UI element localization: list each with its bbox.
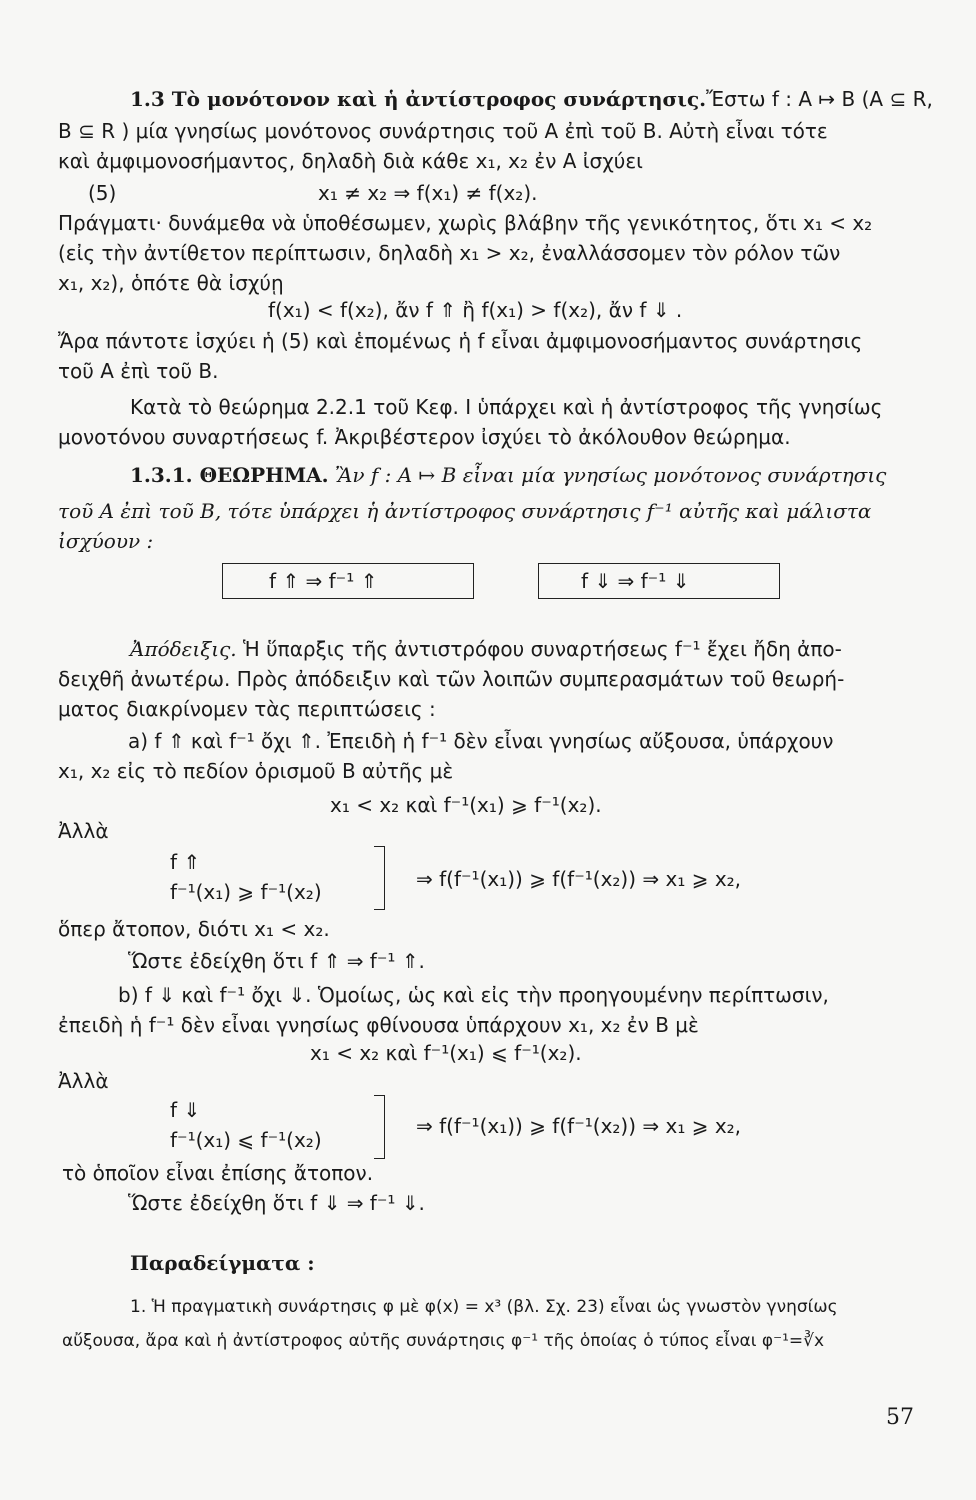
theorem-box-formula: f ⇓ ⇒ f⁻¹ ⇓ — [581, 569, 690, 593]
examples-heading: Παραδείγματα : — [130, 1251, 315, 1275]
theorem-text: ἰσχύουν : — [58, 529, 154, 553]
equation: f(x₁) < f(x₂), ἄν f ⇑ ἢ f(x₁) > f(x₂), ἄν f ⇓ . — [268, 298, 683, 322]
theorem-box — [222, 563, 474, 599]
equation: x₁ < x₂ καὶ f⁻¹(x₁) ⩾ f⁻¹(x₂). — [330, 793, 602, 817]
page-number: 57 — [886, 1405, 914, 1430]
equation: ⇒ f(f⁻¹(x₁)) ⩾ f(f⁻¹(x₂)) ⇒ x₁ ⩾ x₂, — [416, 867, 742, 891]
section-heading-line — [130, 86, 933, 112]
equation-label: (5) — [88, 181, 117, 205]
text-line: ὅπερ ἄτοπον, διότι x₁ < x₂. — [58, 917, 330, 941]
text-line: μονοτόνου συναρτήσεως f. Ἀκριβέστερον ἰσχύει τὸ ἀκόλουθον θεώρημα. — [58, 425, 791, 449]
system-line: f ⇑ — [170, 850, 201, 874]
text-line: b) f ⇓ καὶ f⁻¹ ὄχι ⇓. Ὁμοίως, ὡς καὶ εἰς τὴν προηγουμένην περίπτωσιν, — [118, 983, 829, 1007]
text-line: a) f ⇑ καὶ f⁻¹ ὄχι ⇑. Ἐπειδὴ ἡ f⁻¹ δὲν εἶναι γνησίως αὔξουσα, ὑπάρχουν — [128, 729, 834, 753]
example-line: αὔξουσα, ἄρα καὶ ἡ ἀντίστροφος αὐτῆς συνάρτησις φ⁻¹ τῆς ὁποίας ὁ τύπος εἶναι φ⁻¹=∛x — [62, 1331, 825, 1351]
text-line: Ὥστε ἐδείχθη ὅτι f ⇓ ⇒ f⁻¹ ⇓. — [128, 1191, 425, 1215]
text-line: Ἀλλὰ — [58, 1069, 109, 1093]
system-line: f⁻¹(x₁) ⩾ f⁻¹(x₂) — [170, 880, 322, 904]
theorem-text: Ἂν f : A ↦ B εἶναι μία γνησίως μονότονος συνάρτησις — [334, 463, 887, 487]
proof-label: Ἀπόδειξις. — [130, 637, 237, 661]
equation: ⇒ f(f⁻¹(x₁)) ⩾ f(f⁻¹(x₂)) ⇒ x₁ ⩾ x₂, — [416, 1114, 742, 1138]
text-line: B ⊆ R ) μία γνησίως μονότονος συνάρτησις τοῦ A ἐπὶ τοῦ B. Αὐτὴ εἶναι τότε — [58, 119, 828, 143]
right-brace — [374, 846, 385, 910]
text-line: καὶ ἀμφιμονοσήμαντος, δηλαδὴ διὰ κάθε x₁, x₂ ἐν A ἰσχύει — [58, 149, 643, 173]
proof-first-line — [130, 636, 842, 662]
text-line: Ἄρα πάντοτε ἰσχύει ἡ (5) καὶ ἑπομένως ἡ f εἶναι ἀμφιμονοσήμαντος συνάρτησις — [58, 329, 863, 353]
theorem-heading-line — [130, 462, 886, 488]
equation: x₁ ≠ x₂ ⇒ f(x₁) ≠ f(x₂). — [318, 181, 538, 205]
system-line: f⁻¹(x₁) ⩽ f⁻¹(x₂) — [170, 1128, 322, 1152]
text-line: Ὥστε ἐδείχθη ὅτι f ⇑ ⇒ f⁻¹ ⇑. — [128, 949, 425, 973]
text-line: x₁, x₂), ὁπότε θὰ ἰσχύῃ — [58, 271, 284, 295]
section-intro: Ἔστω f : A ↦ B (A ⊆ R, — [706, 87, 933, 111]
example-line: 1. Ἡ πραγματικὴ συνάρτησις φ μὲ φ(x) = x³ (βλ. Σχ. 23) εἶναι ὡς γνωστὸν γνησίως — [130, 1297, 838, 1317]
theorem-text: τοῦ A ἐπὶ τοῦ B, τότε ὑπάρχει ἡ ἀντίστροφος συνάρτησις f⁻¹ αὐτῆς καὶ μάλιστα — [58, 499, 872, 523]
theorem-box-formula: f ⇑ ⇒ f⁻¹ ⇑ — [269, 569, 378, 593]
theorem-label: 1.3.1. ΘΕΩΡΗΜΑ. — [130, 463, 329, 487]
proof-text: Ἡ ὕπαρξις τῆς ἀντιστρόφου συναρτήσεως f⁻¹ ἔχει ἤδη ἀπο- — [243, 637, 842, 661]
text-line: δειχθῆ ἀνωτέρω. Πρὸς ἀπόδειξιν καὶ τῶν λοιπῶν συμπερασμάτων τοῦ θεωρή- — [58, 667, 845, 691]
text-line: ματος διακρίνομεν τὰς περιπτώσεις : — [58, 697, 436, 721]
system-line: f ⇓ — [170, 1098, 201, 1122]
section-heading: 1.3 Τὸ μονότονον καὶ ἡ ἀντίστροφος συνάρτησις. — [130, 87, 707, 111]
text-line: τοῦ A ἐπὶ τοῦ B. — [58, 359, 219, 383]
text-line: (εἰς τὴν ἀντίθετον περίπτωσιν, δηλαδὴ x₁ > x₂, ἐναλλάσσομεν τὸν ρόλον τῶν — [58, 241, 841, 265]
text-line: ἐπειδὴ ἡ f⁻¹ δὲν εἶναι γνησίως φθίνουσα ὑπάρχουν x₁, x₂ ἐν B μὲ — [58, 1013, 699, 1037]
equation: x₁ < x₂ καὶ f⁻¹(x₁) ⩽ f⁻¹(x₂). — [310, 1041, 582, 1065]
text-line: Κατὰ τὸ θεώρημα 2.2.1 τοῦ Κεφ. I ὑπάρχει καὶ ἡ ἀντίστροφος τῆς γνησίως — [130, 395, 883, 419]
right-brace — [374, 1095, 385, 1159]
text-line: Ἀλλὰ — [58, 819, 109, 843]
text-line: x₁, x₂ εἰς τὸ πεδίον ὁρισμοῦ B αὐτῆς μὲ — [58, 759, 454, 783]
theorem-box — [538, 563, 780, 599]
text-line: τὸ ὁποῖον εἶναι ἐπίσης ἄτοπον. — [62, 1161, 374, 1185]
text-line: Πράγματι· δυνάμεθα νὰ ὑποθέσωμεν, χωρὶς βλάβην τῆς γενικότητος, ὅτι x₁ < x₂ — [58, 211, 873, 235]
